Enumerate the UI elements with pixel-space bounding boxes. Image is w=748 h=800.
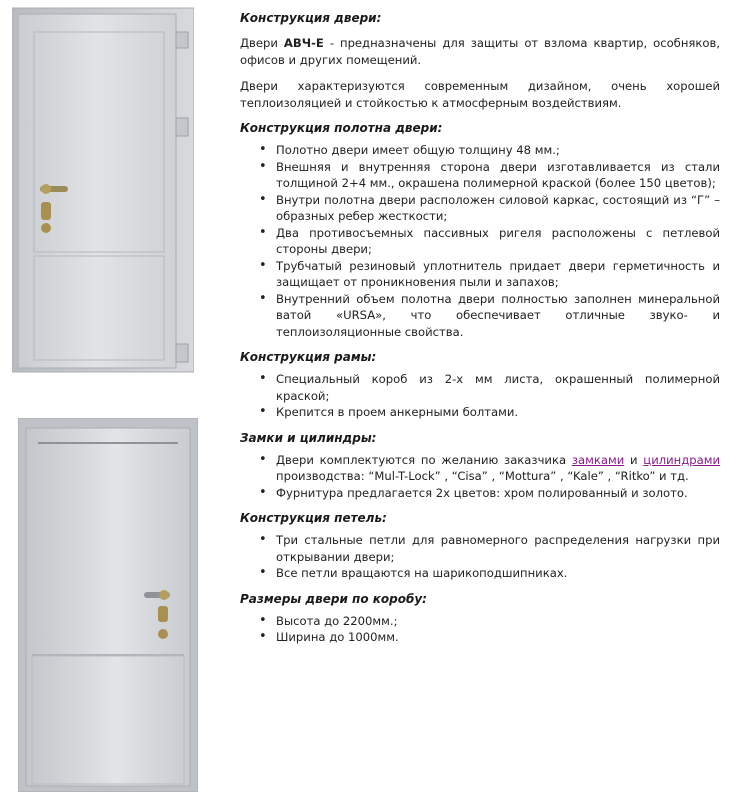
section-sizes [240,591,720,646]
list-item: • Внутренний объем полотна двери полностью заполнен минеральной ватой «URSA», что обеспечивает отличные звуко- и теплоизоляционные свойства. [276,291,720,341]
list-item: • Три стальные петли для равномерного распределения нагрузки при открывании двери; [276,532,720,565]
section-leaf [240,120,720,340]
section-title: Размеры двери по коробу: [240,591,427,606]
list-item: • Крепится в проем анкерными болтами. [276,404,720,421]
description-text [240,10,720,646]
section-frame [240,349,720,421]
paragraph-purpose: Двери АВЧ-Е - предназначены для защиты от взлома квартир, особняков, офисов и других помещений. [240,36,720,67]
list-item: • Полотно двери имеет общую толщину 48 мм.; [276,142,720,159]
section-hinges [240,510,720,582]
list-item: • Фурнитура предлагается 2х цветов: хром полированный и золото. [276,485,720,502]
list-item: • Два противосъемных пассивных ригеля расположены с петлевой стороны двери; [276,225,720,258]
door-image-outside [12,6,194,374]
frame-list [240,371,720,421]
section-title: Конструкция полотна двери: [240,121,443,135]
paragraph-features: Двери характеризуются современным дизайном, очень хорошей теплоизоляцией и стойкостью к атмосферным воздействиям. [240,79,720,110]
hinges-list [240,532,720,582]
cylinders-link[interactable]: цилиндрами [643,452,721,467]
list-item: • Ширина до 1000мм. [276,629,720,646]
list-item: • Внешняя и внутренняя сторона двери изготавливается из стали толщиной 2+4 мм., окрашена полимерной краской (более 150 цветов); [276,159,720,192]
list-item: • Специальный короб из 2-х мм листа, окрашенный полимерной краской; [276,371,720,404]
leaf-list [240,142,720,340]
model-name: АВЧ-Е [283,36,324,50]
list-item: • Все петли вращаются на шарикоподшипниках. [276,565,720,582]
section-door-construction [240,10,720,111]
sizes-list [240,613,720,646]
section-title: Конструкция петель: [240,511,387,525]
list-item: • Трубчатый резиновый уплотнитель придает двери герметичность и защищает от проникновения пыли и запахов; [276,258,720,291]
section-title: Конструкция двери: [240,11,382,25]
section-locks [240,430,720,502]
locks-link[interactable]: замками [571,452,625,467]
section-title: Конструкция рамы: [240,350,377,364]
list-item: • Высота до 2200мм.; [276,613,720,630]
section-title: Замки и цилиндры: [240,430,377,445]
list-item: • Двери комплектуются по желанию заказчика замками и цилиндрами производства: “Mul-T-Lock” , “Cisa” , “Mottura” , “Kale” , “Ritko” и тд. [276,452,720,485]
images-column [0,0,215,800]
locks-list [240,452,720,502]
door-image-inside [18,418,198,792]
list-item: • Внутри полотна двери расположен силовой каркас, состоящий из “Г” – образных ребер жесткости; [276,192,720,225]
